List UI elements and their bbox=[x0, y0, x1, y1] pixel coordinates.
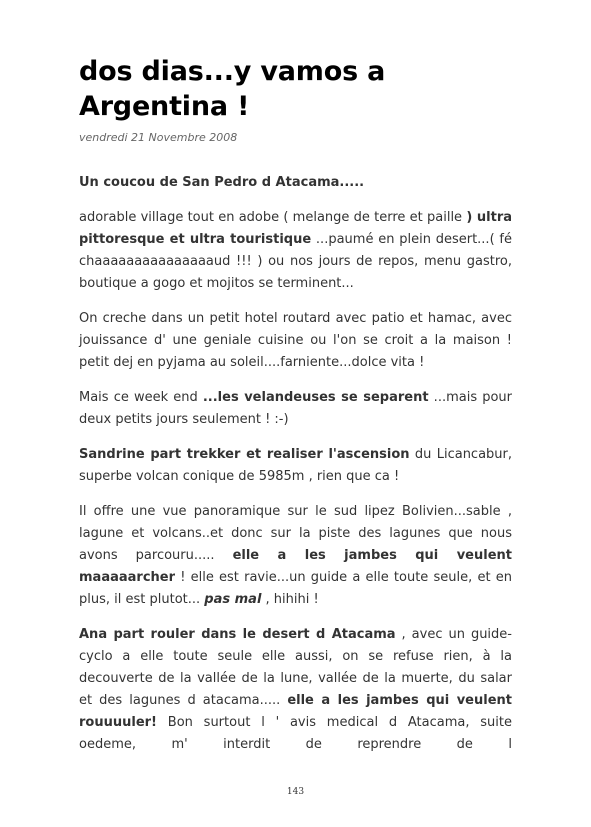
paragraph-1-text-c: ...paumé en plein desert...( fé chaaaaaaaaaaaaaaaud !!! ) ou nos jours de repos, menu gastro, boutique a gogo et mojitos se terminent... bbox=[79, 232, 512, 291]
post-body bbox=[79, 172, 512, 769]
paragraph-5-bold: elle a les jambes qui veulent maaaaarcher bbox=[79, 548, 512, 585]
post-heading: Un coucou de San Pedro d Atacama..... bbox=[79, 175, 365, 190]
paragraph-4 bbox=[79, 444, 512, 488]
paragraph-6-bold-a: Ana part rouler dans le desert d Atacama bbox=[79, 627, 396, 642]
paragraph-6-bold-c: elle a les jambes qui veulent rouuuuler! bbox=[79, 693, 512, 730]
paragraph-4-text-b: du Licancabur, superbe volcan conique de 5985m , rien que ca ! bbox=[79, 447, 513, 484]
paragraph-6-text-d: Bon surtout l ' avis medical d Atacama, suite oedeme, m' interdit de reprendre de l bbox=[79, 715, 512, 752]
paragraph-6-text-b: , avec un guide-cyclo a elle toute seule elle aussi, on se refuse rien, à la decouverte de la vallée de la lune, vallée de la muerte, du salar et des lagunes d atacama..... bbox=[79, 627, 512, 708]
paragraph-5-text-e: , hihihi ! bbox=[261, 592, 319, 607]
paragraph-1 bbox=[79, 207, 512, 295]
paragraph-3-text-c: ...mais pour deux petits jours seulement ! :-) bbox=[79, 390, 513, 427]
paragraph-3 bbox=[79, 387, 512, 431]
paragraph-5-text-c: ! elle est ravie...un guide a elle toute seule, et en plus, il est plutot... bbox=[79, 570, 512, 607]
paragraph-5-text-a: Il offre une vue panoramique sur le sud lipez Bolivien...sable , lagune et volcans..et donc sur la piste des lagunes que nous avons parcouru..... bbox=[79, 504, 512, 563]
paragraph-3-text-a: Mais ce week end bbox=[79, 390, 203, 405]
paragraph-2: On creche dans un petit hotel routard avec patio et hamac, avec jouissance d' une geniale cuisine ou l'on se croit a la maison ! petit dej en pyjama au soleil....farniente...dolce vita ! bbox=[79, 311, 512, 370]
paragraph-4-bold: Sandrine part trekker et realiser l'ascension bbox=[79, 447, 410, 462]
paragraph-3-bold: ...les velandeuses se separent bbox=[202, 390, 429, 405]
page-number: 143 bbox=[286, 787, 305, 797]
post-date: vendredi 21 Novembre 2008 bbox=[79, 131, 238, 144]
paragraph-5 bbox=[79, 501, 512, 611]
paragraph-6 bbox=[79, 624, 512, 756]
paragraph-5-bold-italic: pas mal bbox=[204, 592, 262, 607]
paragraph-1-text-a: adorable village tout en adobe ( melange de terre et paille bbox=[79, 210, 467, 225]
paragraph-1-bold: ) ultra pittoresque et ultra touristique bbox=[79, 210, 513, 247]
post-title: dos dias...y vamos a Argentina ! bbox=[79, 56, 386, 122]
